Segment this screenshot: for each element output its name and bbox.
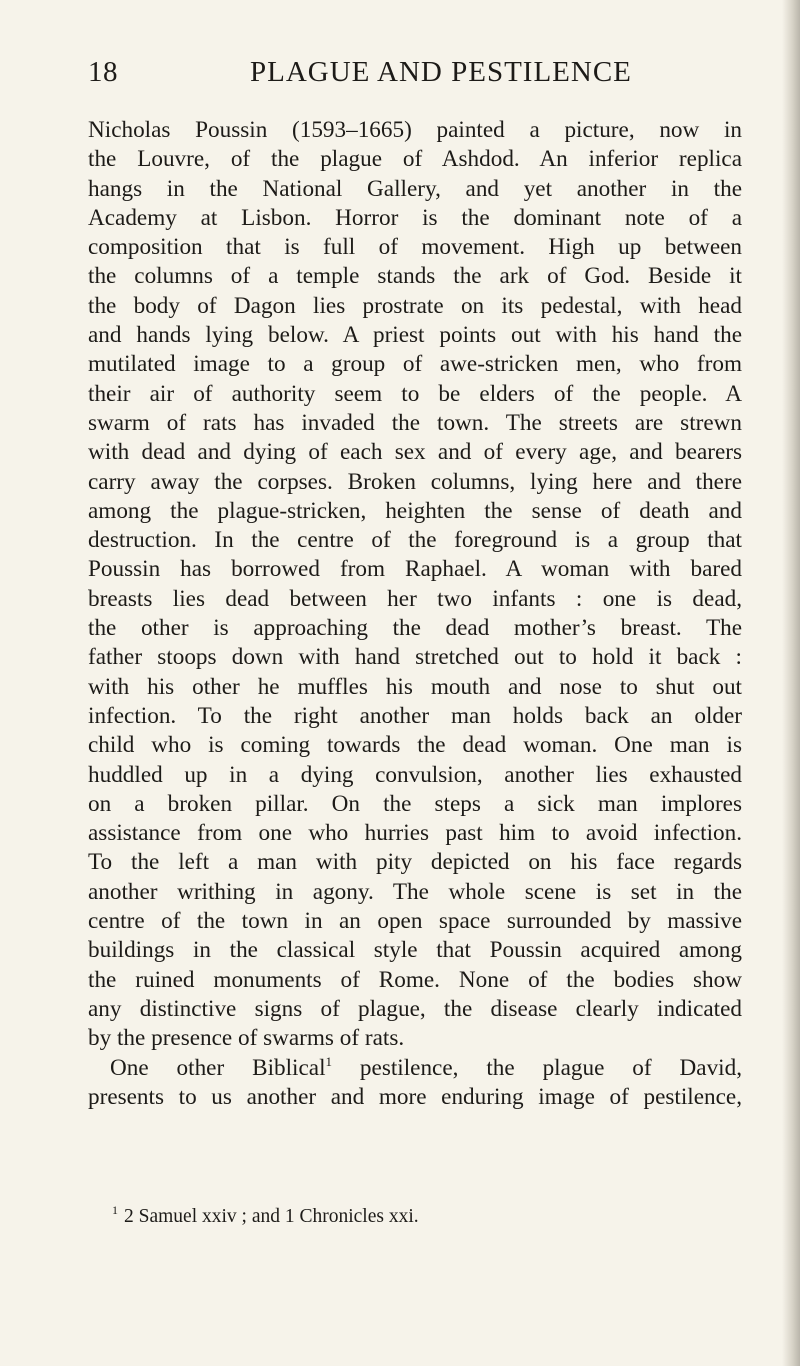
text-line: composition that is full of movement. High up between	[88, 234, 742, 261]
page-edge-shadow	[782, 0, 800, 1366]
text-line: the body of Dagon lies prostrate on its pedestal, with head	[88, 292, 742, 319]
text-line: their air of authority seem to be elders of the people. A	[88, 380, 742, 407]
text-line: Nicholas Poussin (1593–1665) painted a picture, now in	[88, 117, 742, 143]
text-line: child who is coming towards the dead woman. One man is	[88, 732, 742, 759]
text-line: mutilated image to a group of awe-stricken men, who from	[88, 351, 742, 378]
text-line: centre of the town in an open space surrounded by massive	[88, 908, 742, 935]
text-line: with his other he muffles his mouth and nose to shut out	[88, 673, 742, 700]
text-line: on a broken pillar. On the steps a sick man implores	[88, 790, 742, 817]
text-line: by the presence of swarms of rats.	[88, 1025, 405, 1052]
running-head	[88, 56, 742, 96]
text-line: the columns of a temple stands the ark of God. Beside it	[88, 263, 742, 290]
text-line: huddled up in a dying convulsion, another lies exhausted	[88, 761, 742, 788]
text-line: among the plague-stricken, heighten the sense of death and	[88, 497, 742, 524]
text-line: buildings in the classical style that Poussin acquired among	[88, 937, 742, 964]
text-fragment: pestilence, the plague of David,	[332, 1054, 742, 1081]
text-line: and hands lying below. A priest points out with his hand the	[88, 322, 742, 349]
text-line: father stoops down with hand stretched out to hold it back :	[88, 644, 742, 671]
text-line: assistance from one who hurries past him to avoid infection.	[88, 820, 742, 847]
text-line: another writhing in agony. The whole scene is set in the	[88, 878, 742, 905]
text-line: the other is approaching the dead mother’s breast. The	[88, 615, 742, 642]
body-text	[88, 116, 742, 1112]
text-line: Poussin has borrowed from Raphael. A woman with bared	[88, 556, 742, 583]
text-line: infection. To the right another man holds back an older	[88, 702, 742, 729]
footnote-reference: 1	[325, 1053, 333, 1069]
paragraph-2-line-1	[88, 1054, 742, 1083]
text-line: Academy at Lisbon. Horror is the dominant note of a	[88, 204, 742, 231]
text-line: with dead and dying of each sex and of every age, and bearers	[88, 439, 742, 466]
text-line: the Louvre, of the plague of Ashdod. An inferior replica	[88, 146, 742, 173]
text-line: presents to us another and more enduring image of pestilence,	[88, 1083, 742, 1110]
text-line: hangs in the National Gallery, and yet another in the	[88, 175, 742, 202]
text-line: any distinctive signs of plague, the disease clearly indicated	[88, 995, 742, 1022]
text-line: the ruined monuments of Rome. None of the bodies show	[88, 966, 742, 993]
footnote	[112, 1203, 419, 1228]
text-fragment: One other Biblical	[110, 1054, 326, 1081]
text-line: To the left a man with pity depicted on his face regards	[88, 849, 742, 876]
running-title: PLAGUE AND PESTILENCE	[250, 56, 632, 88]
text-line: carry away the corpses. Broken columns, lying here and there	[88, 468, 742, 495]
footnote-marker: 1	[112, 1203, 118, 1217]
text-line: breasts lies dead between her two infants : one is dead,	[88, 585, 742, 612]
text-line: swarm of rats has invaded the town. The streets are strewn	[88, 409, 742, 436]
text-line: destruction. In the centre of the foreground is a group that	[88, 527, 742, 554]
footnote-text: 2 Samuel xxiv ; and 1 Chronicles xxi.	[124, 1206, 419, 1227]
page-number: 18	[88, 56, 118, 88]
